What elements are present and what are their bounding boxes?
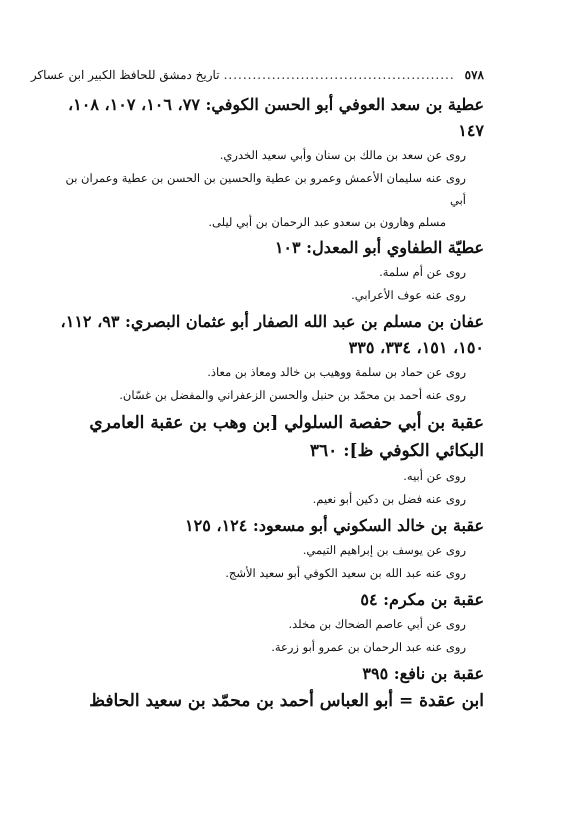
book-title: تاريخ دمشق للحافظ الكبير ابن عساكر (30, 68, 220, 82)
narrated-by (60, 167, 466, 233)
narrates-from: روى عن يوسف بن إبراهيم التيمي. (302, 543, 466, 557)
index-entry (60, 309, 484, 407)
narrates-from: روى عن سعد بن مالك بن سنان وأبي سعيد الخدري. (219, 148, 466, 162)
entry-heading: عقبة بن خالد السكوني أبو مسعود: ١٢٤، ١٢٥ (185, 516, 484, 535)
narrated-by: روى عنه عوف الأعرابي. (351, 288, 466, 302)
narrated-by: روى عنه عبد الله بن سعيد الكوفي أبو سعيد الأشج. (225, 566, 466, 580)
entry-heading: عقبة بن نافع: ٣٩٥ (362, 664, 484, 683)
running-header (30, 64, 484, 86)
index-entry (60, 661, 484, 687)
index-entry (60, 687, 484, 715)
entry-heading: عطية بن سعد العوفي أبو الحسن الكوفي: ٧٧، ١٠٦، ١٠٧، ١٠٨، ١٤٧ (68, 95, 484, 140)
narrates-from: روى عن أم سلمة. (379, 265, 466, 279)
narrated-by: روى عنه أحمد بن محمّد بن حنبل والحسن الزعفراني والمفضل بن غسّان. (119, 388, 466, 402)
entry-heading: عطيّة الطفاوي أبو المعدل: ١٠٣ (274, 238, 484, 257)
entry-heading: عقبة بن مكرم: ٥٤ (360, 590, 484, 609)
narrates-from: روى عن حماد بن سلمة ووهيب بن خالد ومعاذ بن معاذ. (207, 365, 466, 379)
index-content (60, 92, 484, 715)
index-entry (60, 513, 484, 585)
header-leader-dots: ................................................ (223, 68, 455, 82)
entry-heading: ابن عقدة = أبو العباس أحمد بن محمّد بن سعيد الحافظ (89, 691, 484, 711)
narrated-by-continuation: مسلم وهارون بن سعدو عبد الرحمان بن أبي ليلى. (208, 215, 446, 229)
entry-heading: عفان بن مسلم بن عبد الله الصفار أبو عثمان البصري: ٩٣، ١١٢، ١٥٠، ١٥١، ٣٣٤، ٣٣٥ (60, 312, 484, 357)
narrates-from: روى عن أبي عاصم الضحاك بن مخلد. (288, 617, 466, 631)
narrates-from: روى عن أبيه. (403, 469, 466, 483)
page-number: ٥٧٨ (464, 68, 484, 82)
entry-heading: عقبة بن أبي حفصة السلولي [بن وهب بن عقبة العامري البكائي الكوفي ظ]: ٣٦٠ (89, 413, 484, 461)
narrated-by: روى عنه فضل بن دكين أبو نعيم. (312, 492, 466, 506)
index-entry (60, 235, 484, 307)
index-entry (60, 587, 484, 659)
narrated-by: روى عنه عبد الرحمان بن عمرو أبو زرعة. (271, 640, 466, 654)
narrated-by-text: روى عنه سليمان الأعمش وعمرو بن عطية والحسين بن الحسن بن عطية وعمران بن أبي (65, 171, 466, 207)
index-entry (60, 92, 484, 233)
index-entry (60, 409, 484, 511)
